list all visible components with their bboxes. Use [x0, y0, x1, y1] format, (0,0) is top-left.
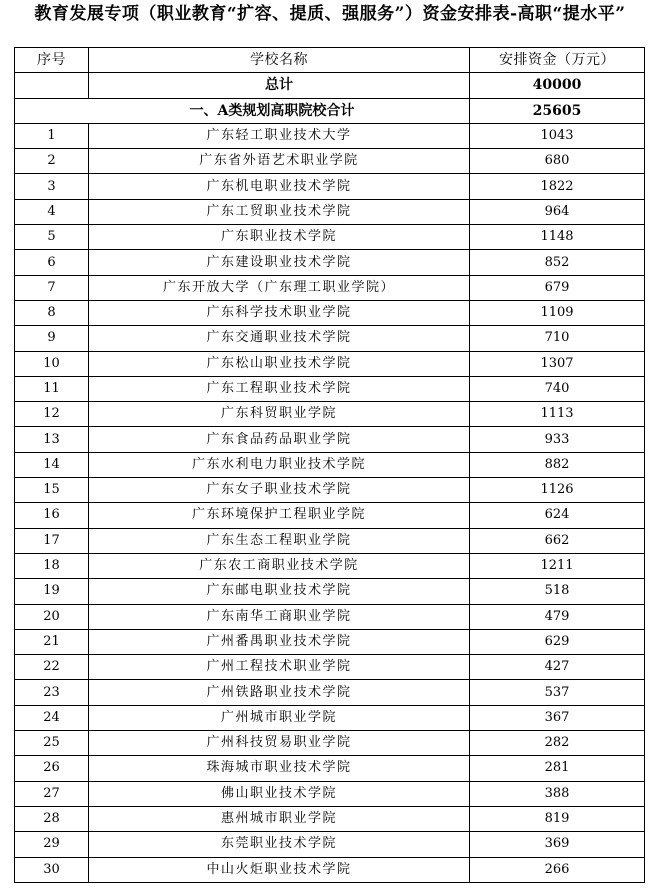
- table-row: [15, 553, 645, 578]
- funding-amount: 629: [470, 629, 645, 654]
- funding-amount: 1113: [470, 402, 645, 427]
- table-row: [15, 705, 645, 730]
- funding-amount: 1822: [470, 174, 645, 199]
- school-name: 广东开放大学（广东理工职业学院）: [89, 275, 470, 300]
- table-row: [15, 174, 645, 199]
- row-number: 10: [15, 351, 89, 376]
- table-row: [15, 250, 645, 275]
- header-school: 学校名称: [89, 48, 470, 73]
- funding-amount: 740: [470, 376, 645, 401]
- school-name: 广东交通职业技术学院: [89, 326, 470, 351]
- table-row: [15, 452, 645, 477]
- school-name: 广东工程职业技术学院: [89, 376, 470, 401]
- school-name: 东莞职业技术学院: [89, 832, 470, 857]
- subtotal-label: 一、A类规划高职院校合计: [15, 98, 470, 123]
- row-number: 12: [15, 402, 89, 427]
- school-name: 广东环境保护工程职业学院: [89, 503, 470, 528]
- school-name: 中山火炬职业技术学院: [89, 857, 470, 882]
- funding-amount: 819: [470, 806, 645, 831]
- table-row: [15, 528, 645, 553]
- school-name: 广州城市职业学院: [89, 705, 470, 730]
- row-number: 21: [15, 629, 89, 654]
- school-name: 广东轻工职业技术大学: [89, 123, 470, 148]
- table-row: [15, 680, 645, 705]
- school-name: 广东职业技术学院: [89, 225, 470, 250]
- table-row: [15, 579, 645, 604]
- row-number: 29: [15, 832, 89, 857]
- funding-amount: 1109: [470, 300, 645, 325]
- table-row: [15, 149, 645, 174]
- school-name: 广东邮电职业技术学院: [89, 579, 470, 604]
- header-index: 序号: [15, 48, 89, 73]
- table-row: [15, 781, 645, 806]
- table-row: [15, 427, 645, 452]
- funding-amount: 282: [470, 731, 645, 756]
- funding-amount: 662: [470, 528, 645, 553]
- row-number: 3: [15, 174, 89, 199]
- funding-amount: 852: [470, 250, 645, 275]
- school-name: 广东科学技术职业学院: [89, 300, 470, 325]
- row-number: 28: [15, 806, 89, 831]
- row-number: 22: [15, 655, 89, 680]
- school-name: 惠州城市职业学院: [89, 806, 470, 831]
- table-row: [15, 326, 645, 351]
- school-name: 广东机电职业技术学院: [89, 174, 470, 199]
- table-row: [15, 275, 645, 300]
- school-name: 广东食品药品职业学院: [89, 427, 470, 452]
- funding-amount: 427: [470, 655, 645, 680]
- table-row: [15, 756, 645, 781]
- school-name: 珠海城市职业技术学院: [89, 756, 470, 781]
- row-number: 26: [15, 756, 89, 781]
- school-name: 广州工程技术职业学院: [89, 655, 470, 680]
- row-number: 24: [15, 705, 89, 730]
- row-number: 19: [15, 579, 89, 604]
- funding-amount: 479: [470, 604, 645, 629]
- row-number: 15: [15, 478, 89, 503]
- subtotal-row: [15, 98, 645, 123]
- funding-amount: 537: [470, 680, 645, 705]
- row-number: 6: [15, 250, 89, 275]
- subtotal-amount: 25605: [470, 98, 645, 123]
- row-number: 30: [15, 857, 89, 882]
- row-number: 13: [15, 427, 89, 452]
- table-header-row: [15, 48, 645, 73]
- funding-amount: 369: [470, 832, 645, 857]
- row-number: 5: [15, 225, 89, 250]
- table-row: [15, 806, 645, 831]
- row-number: 9: [15, 326, 89, 351]
- row-number: 16: [15, 503, 89, 528]
- table-row: [15, 300, 645, 325]
- table-row: [15, 199, 645, 224]
- school-name: 广东省外语艺术职业学院: [89, 149, 470, 174]
- funding-amount: 1211: [470, 553, 645, 578]
- school-name: 广州番禺职业技术学院: [89, 629, 470, 654]
- row-number: 14: [15, 452, 89, 477]
- row-number: 25: [15, 731, 89, 756]
- table-row: [15, 503, 645, 528]
- school-name: 佛山职业技术学院: [89, 781, 470, 806]
- funding-amount: 518: [470, 579, 645, 604]
- funding-amount: 624: [470, 503, 645, 528]
- school-name: 广州铁路职业技术学院: [89, 680, 470, 705]
- funding-amount: 882: [470, 452, 645, 477]
- row-number: 8: [15, 300, 89, 325]
- school-name: 广东科贸职业学院: [89, 402, 470, 427]
- row-number: 17: [15, 528, 89, 553]
- table-row: [15, 604, 645, 629]
- school-name: 广东女子职业技术学院: [89, 478, 470, 503]
- school-name: 广东水利电力职业技术学院: [89, 452, 470, 477]
- funding-table: [14, 47, 645, 883]
- funding-amount: 964: [470, 199, 645, 224]
- funding-amount: 1307: [470, 351, 645, 376]
- funding-amount: 266: [470, 857, 645, 882]
- row-number: 7: [15, 275, 89, 300]
- school-name: 广东工贸职业技术学院: [89, 199, 470, 224]
- funding-amount: 281: [470, 756, 645, 781]
- school-name: 广州科技贸易职业学院: [89, 731, 470, 756]
- table-row: [15, 351, 645, 376]
- row-number: 1: [15, 123, 89, 148]
- table-row: [15, 478, 645, 503]
- total-index-cell: [15, 73, 89, 98]
- table-row: [15, 629, 645, 654]
- table-row: [15, 731, 645, 756]
- total-label: 总计: [89, 73, 470, 98]
- table-row: [15, 225, 645, 250]
- row-number: 11: [15, 376, 89, 401]
- funding-amount: 1148: [470, 225, 645, 250]
- funding-amount: 679: [470, 275, 645, 300]
- table-row: [15, 402, 645, 427]
- funding-amount: 710: [470, 326, 645, 351]
- school-name: 广东农工商职业技术学院: [89, 553, 470, 578]
- school-name: 广东建设职业技术学院: [89, 250, 470, 275]
- school-name: 广东南华工商职业学院: [89, 604, 470, 629]
- row-number: 20: [15, 604, 89, 629]
- school-name: 广东生态工程职业学院: [89, 528, 470, 553]
- funding-amount: 367: [470, 705, 645, 730]
- funding-amount: 933: [470, 427, 645, 452]
- funding-amount: 1126: [470, 478, 645, 503]
- table-row: [15, 123, 645, 148]
- funding-amount: 388: [470, 781, 645, 806]
- page-title: 教育发展专项（职业教育“扩容、提质、强服务”）资金安排表-高职“提水平”: [34, 4, 626, 24]
- school-name: 广东松山职业技术学院: [89, 351, 470, 376]
- row-number: 23: [15, 680, 89, 705]
- table-row: [15, 832, 645, 857]
- row-number: 2: [15, 149, 89, 174]
- table-row: [15, 376, 645, 401]
- total-amount: 40000: [470, 73, 645, 98]
- total-row: [15, 73, 645, 98]
- table-row: [15, 857, 645, 882]
- funding-amount: 680: [470, 149, 645, 174]
- funding-amount: 1043: [470, 123, 645, 148]
- header-amount: 安排资金（万元）: [470, 48, 645, 73]
- row-number: 4: [15, 199, 89, 224]
- row-number: 27: [15, 781, 89, 806]
- table-row: [15, 655, 645, 680]
- row-number: 18: [15, 553, 89, 578]
